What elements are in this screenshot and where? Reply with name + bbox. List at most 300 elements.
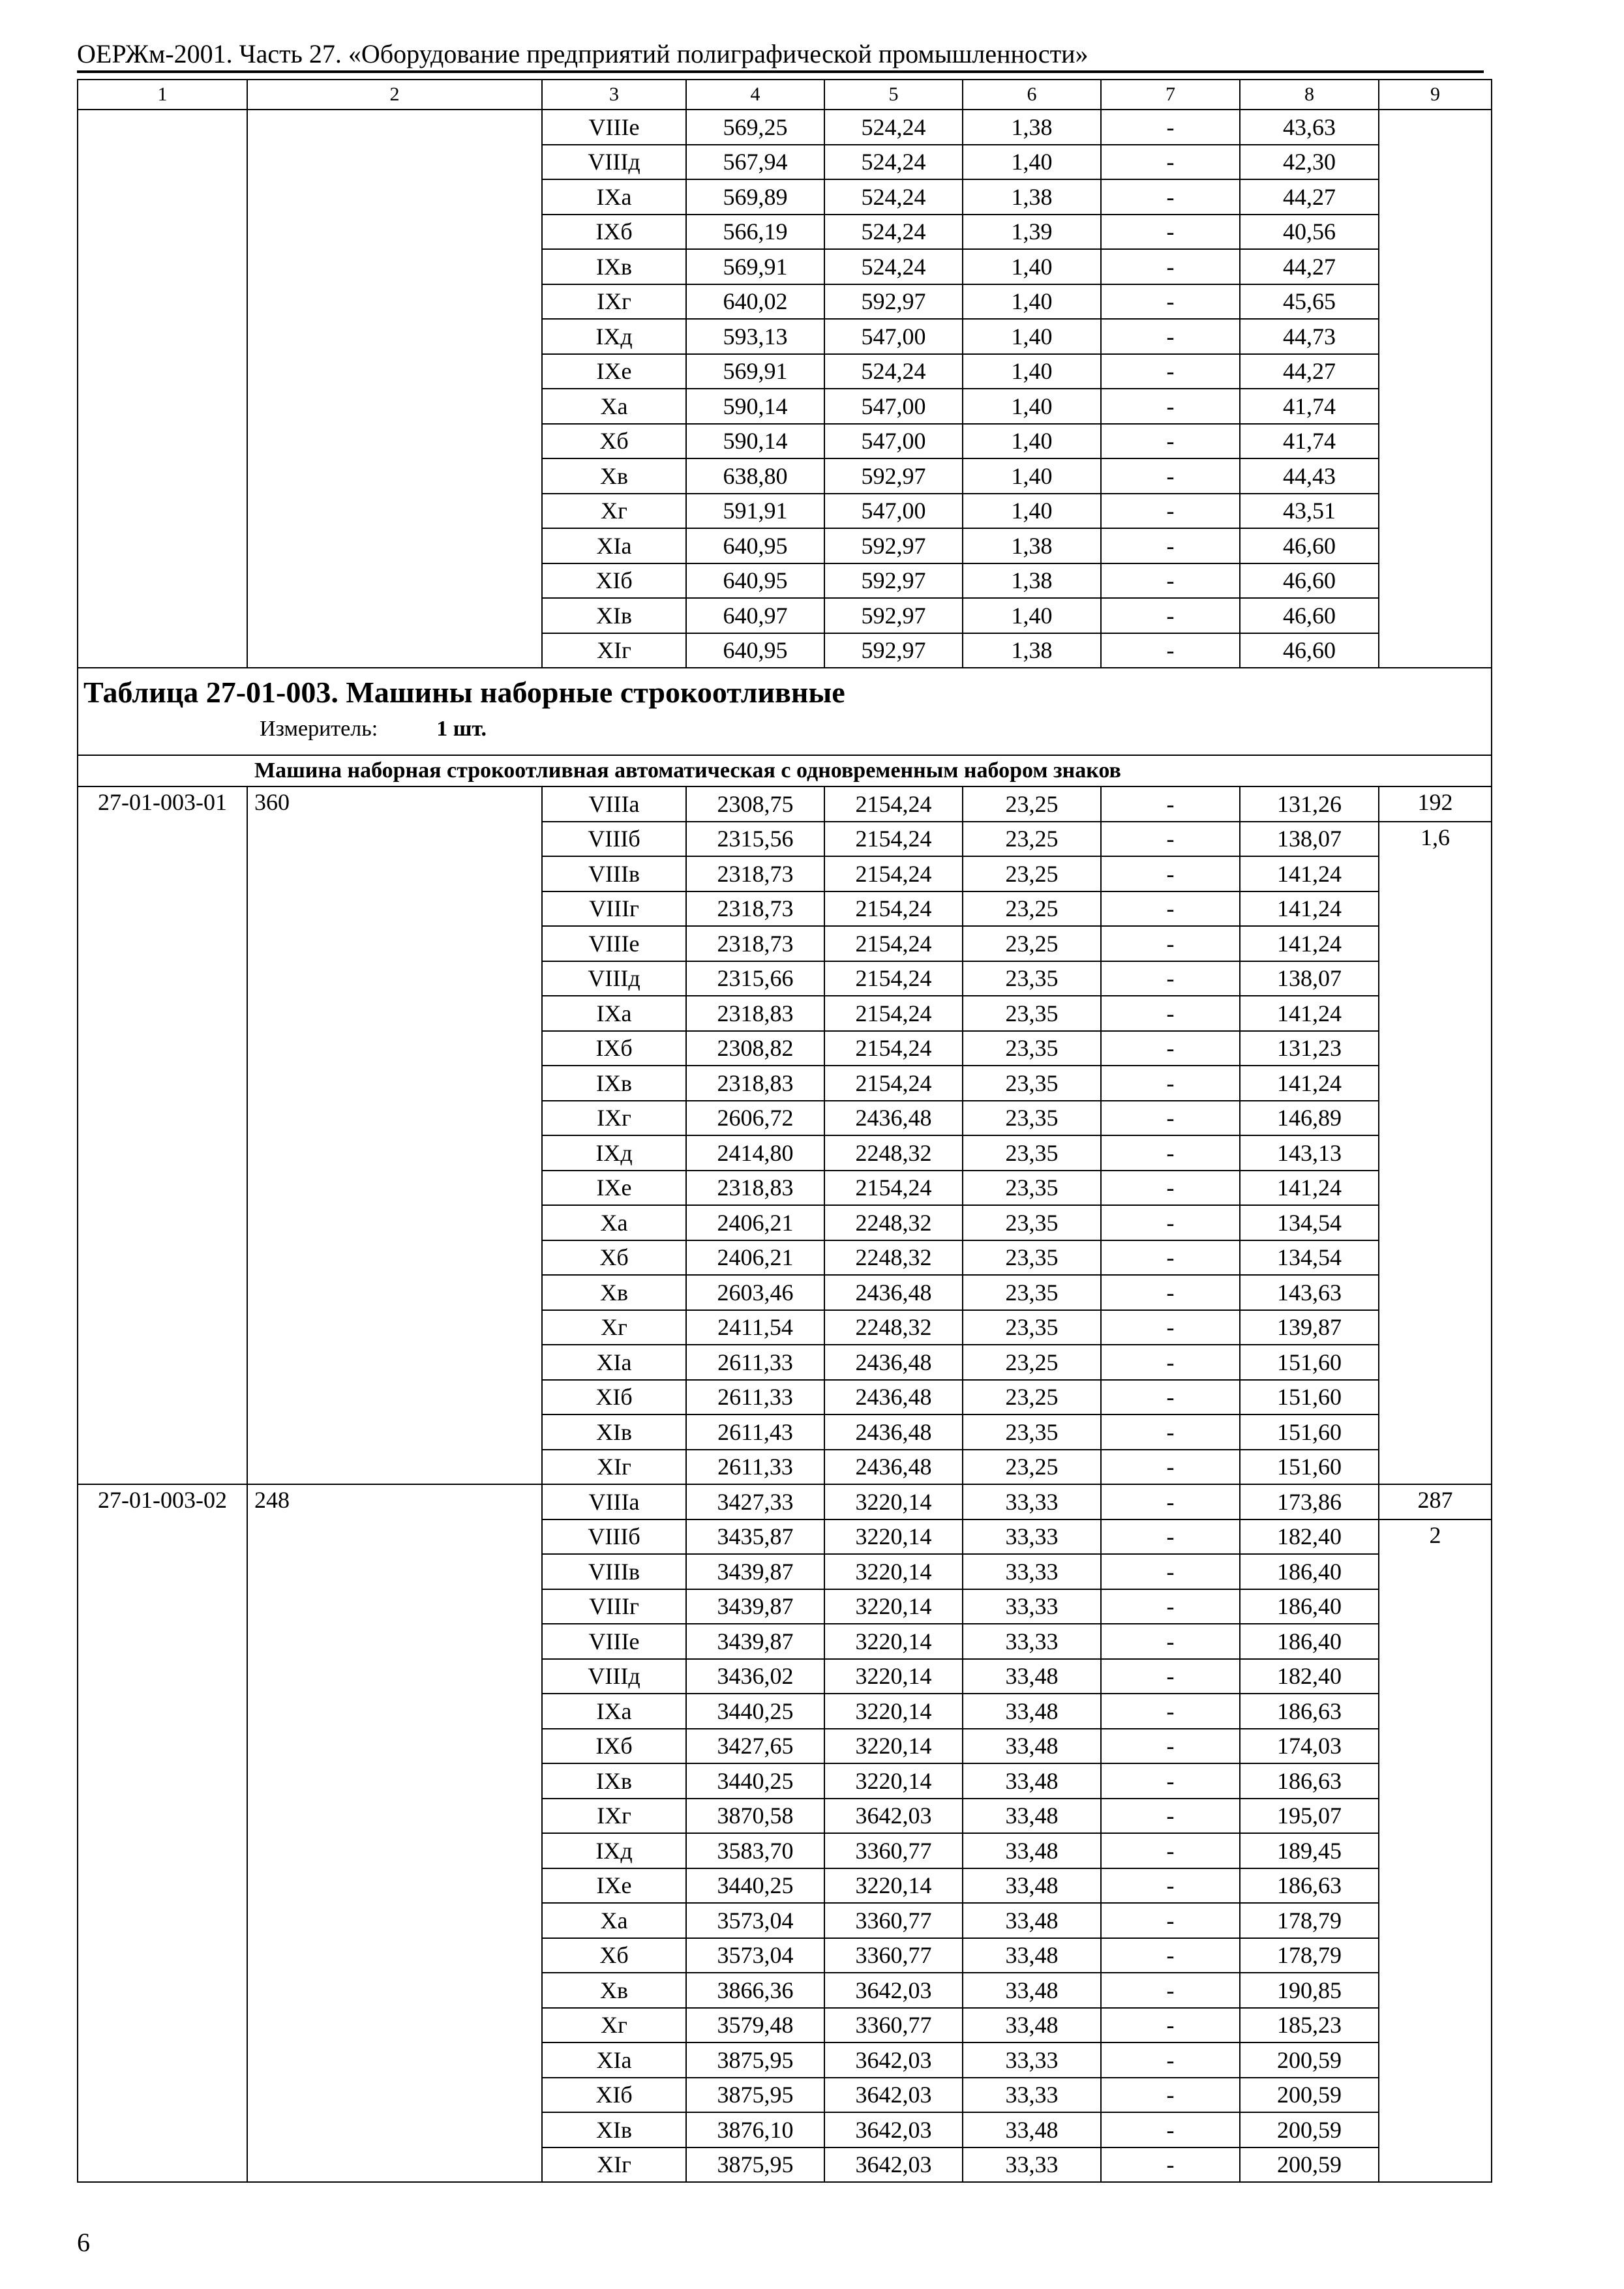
col-6-machine-cost-cell: 33,48 [963, 1729, 1101, 1764]
col-5-labor-cost-cell: 592,97 [824, 598, 963, 633]
col-9-bottom-cell: 2 [1379, 1519, 1492, 2183]
col-7-materials-cell: - [1101, 1554, 1240, 1589]
col-8-equipment-cell: 141,24 [1240, 926, 1379, 961]
col-5-labor-cost-cell: 2154,24 [824, 961, 963, 996]
col-5-labor-cost-cell: 592,97 [824, 284, 963, 320]
col-3-resource-cell: Xг [542, 2008, 686, 2043]
col-8-equipment-cell: 46,60 [1240, 633, 1379, 668]
col-8-equipment-cell: 141,24 [1240, 996, 1379, 1031]
col-6-machine-cost-cell: 23,25 [963, 1450, 1101, 1485]
col-8-equipment-cell: 190,85 [1240, 1973, 1379, 2008]
col-3-resource-cell: VIIIа [542, 1484, 686, 1519]
col-7-materials-cell: - [1101, 1868, 1240, 1904]
col-3-resource-cell: XIа [542, 528, 686, 563]
col-4-total-cell: 569,91 [686, 354, 824, 389]
col-5-labor-cost-cell: 3220,14 [824, 1868, 963, 1904]
col-6-machine-cost-cell: 1,40 [963, 494, 1101, 529]
col-6-machine-cost-cell: 33,48 [963, 2112, 1101, 2147]
col-6-machine-cost-cell: 1,40 [963, 249, 1101, 284]
col-6-machine-cost-cell: 33,48 [963, 1973, 1101, 2008]
col-3-resource-cell: VIIIг [542, 1589, 686, 1624]
col-3-resource-cell: IXе [542, 354, 686, 389]
col-5-labor-cost-cell: 3220,14 [824, 1589, 963, 1624]
col-5-labor-cost-cell: 3360,77 [824, 1938, 963, 1973]
col-7-materials-cell: - [1101, 1414, 1240, 1450]
col-4-total-cell: 2315,56 [686, 822, 824, 857]
col-5-labor-cost-cell: 2436,48 [824, 1101, 963, 1136]
table-subtitle: Машина наборная строкоотливная автоматическая с одновременным набором знаков [78, 755, 1492, 786]
col-4-total-cell: 3440,25 [686, 1694, 824, 1729]
column-number-cell: 9 [1379, 80, 1492, 110]
col-7-materials-cell: - [1101, 786, 1240, 822]
col-5-labor-cost-cell: 2248,32 [824, 1205, 963, 1240]
col-3-resource-cell: VIIIв [542, 1554, 686, 1589]
col-4-total-cell: 640,02 [686, 284, 824, 320]
col-4-total-cell: 2411,54 [686, 1310, 824, 1345]
page-header-title: ОЕРЖм-2001. Часть 27. «Оборудование предприятий полиграфической промышленности» [77, 39, 1089, 68]
col-3-resource-cell: IXг [542, 1799, 686, 1834]
col-7-materials-cell: - [1101, 110, 1240, 145]
col-9-top-cell: 287 [1379, 1484, 1492, 1519]
col-7-materials-cell: - [1101, 1763, 1240, 1799]
col-4-total-cell: 3866,36 [686, 1973, 824, 2008]
column-number-row [78, 80, 1492, 110]
col-3-resource-cell: Xа [542, 1205, 686, 1240]
col-8-equipment-cell: 186,63 [1240, 1694, 1379, 1729]
col-4-total-cell: 2308,82 [686, 1031, 824, 1066]
code-cell [78, 110, 247, 668]
col-8-equipment-cell: 141,24 [1240, 1171, 1379, 1206]
col-3-resource-cell: IXе [542, 1868, 686, 1904]
col-8-equipment-cell: 138,07 [1240, 822, 1379, 857]
col-8-equipment-cell: 174,03 [1240, 1729, 1379, 1764]
col-7-materials-cell: - [1101, 1101, 1240, 1136]
col-4-total-cell: 2611,33 [686, 1450, 824, 1485]
col-4-total-cell: 569,91 [686, 249, 824, 284]
col-6-machine-cost-cell: 1,40 [963, 458, 1101, 494]
col-5-labor-cost-cell: 2436,48 [824, 1345, 963, 1380]
col-6-machine-cost-cell: 23,25 [963, 856, 1101, 891]
col-5-labor-cost-cell: 2436,48 [824, 1414, 963, 1450]
col-3-resource-cell: XIв [542, 1414, 686, 1450]
column-number-cell: 4 [686, 80, 824, 110]
col-8-equipment-cell: 141,24 [1240, 856, 1379, 891]
col-5-labor-cost-cell: 2154,24 [824, 786, 963, 822]
col-4-total-cell: 3870,58 [686, 1799, 824, 1834]
col-6-machine-cost-cell: 1,40 [963, 354, 1101, 389]
col-7-materials-cell: - [1101, 1066, 1240, 1101]
col-5-labor-cost-cell: 524,24 [824, 145, 963, 180]
col-6-machine-cost-cell: 33,33 [963, 1624, 1101, 1659]
col-5-labor-cost-cell: 547,00 [824, 319, 963, 354]
col-4-total-cell: 566,19 [686, 215, 824, 250]
col-4-total-cell: 3573,04 [686, 1903, 824, 1938]
col-7-materials-cell: - [1101, 2078, 1240, 2113]
col-4-total-cell: 591,91 [686, 494, 824, 529]
col-4-total-cell: 640,95 [686, 563, 824, 599]
col-6-machine-cost-cell: 1,40 [963, 145, 1101, 180]
col-7-materials-cell: - [1101, 1519, 1240, 1555]
col-5-labor-cost-cell: 3220,14 [824, 1694, 963, 1729]
col-7-materials-cell: - [1101, 1589, 1240, 1624]
col-3-resource-cell: IXе [542, 1171, 686, 1206]
col-3-resource-cell: IXа [542, 1694, 686, 1729]
col-5-labor-cost-cell: 2154,24 [824, 1031, 963, 1066]
rate-code-cell: 27-01-003-01 [78, 786, 247, 1484]
col-4-total-cell: 2611,43 [686, 1414, 824, 1450]
col-8-equipment-cell: 134,54 [1240, 1205, 1379, 1240]
col-6-machine-cost-cell: 33,48 [963, 1659, 1101, 1694]
col-8-equipment-cell: 131,23 [1240, 1031, 1379, 1066]
col-7-materials-cell: - [1101, 1903, 1240, 1938]
col-7-materials-cell: - [1101, 1345, 1240, 1380]
col-7-materials-cell: - [1101, 494, 1240, 529]
col-4-total-cell: 593,13 [686, 319, 824, 354]
col-7-materials-cell: - [1101, 249, 1240, 284]
col-5-labor-cost-cell: 2436,48 [824, 1380, 963, 1415]
col-4-total-cell: 3875,95 [686, 2078, 824, 2113]
col-7-materials-cell: - [1101, 389, 1240, 424]
col-7-materials-cell: - [1101, 961, 1240, 996]
col-3-resource-cell: IXг [542, 284, 686, 320]
table-subtitle-row [78, 755, 1492, 786]
col-3-resource-cell: IXв [542, 249, 686, 284]
col-5-labor-cost-cell: 3360,77 [824, 1833, 963, 1868]
col-7-materials-cell: - [1101, 1938, 1240, 1973]
col-4-total-cell: 3439,87 [686, 1554, 824, 1589]
col-8-equipment-cell: 151,60 [1240, 1380, 1379, 1415]
col-7-materials-cell: - [1101, 1694, 1240, 1729]
name-cell [247, 110, 542, 668]
col-8-equipment-cell: 43,63 [1240, 110, 1379, 145]
col-3-resource-cell: IXв [542, 1066, 686, 1101]
col-7-materials-cell: - [1101, 1624, 1240, 1659]
col-4-total-cell: 3427,33 [686, 1484, 824, 1519]
col-8-equipment-cell: 46,60 [1240, 598, 1379, 633]
col-6-machine-cost-cell: 33,33 [963, 2078, 1101, 2113]
col-3-resource-cell: XIб [542, 563, 686, 599]
col-8-equipment-cell: 46,60 [1240, 563, 1379, 599]
col-6-machine-cost-cell: 33,48 [963, 2008, 1101, 2043]
col-4-total-cell: 569,25 [686, 110, 824, 145]
col-3-resource-cell: Xа [542, 1903, 686, 1938]
col-8-equipment-cell: 44,27 [1240, 249, 1379, 284]
col-6-machine-cost-cell: 23,35 [963, 1066, 1101, 1101]
col-6-machine-cost-cell: 33,33 [963, 2042, 1101, 2078]
col-8-equipment-cell: 139,87 [1240, 1310, 1379, 1345]
unit-label: Измеритель: [260, 717, 378, 741]
col-6-machine-cost-cell: 33,33 [963, 1484, 1101, 1519]
col-7-materials-cell: - [1101, 633, 1240, 668]
col-4-total-cell: 3440,25 [686, 1763, 824, 1799]
col-5-labor-cost-cell: 3220,14 [824, 1624, 963, 1659]
col-8-equipment-cell: 141,24 [1240, 1066, 1379, 1101]
col-5-labor-cost-cell: 3360,77 [824, 1903, 963, 1938]
col-8-equipment-cell: 200,59 [1240, 2078, 1379, 2113]
col-8-equipment-cell: 186,40 [1240, 1589, 1379, 1624]
col-5-labor-cost-cell: 592,97 [824, 528, 963, 563]
col-8-equipment-cell: 143,63 [1240, 1275, 1379, 1310]
col-5-labor-cost-cell: 592,97 [824, 563, 963, 599]
col-7-materials-cell: - [1101, 1171, 1240, 1206]
col-6-machine-cost-cell: 23,35 [963, 1101, 1101, 1136]
col-6-machine-cost-cell: 1,38 [963, 563, 1101, 599]
col-4-total-cell: 2318,73 [686, 891, 824, 927]
col-7-materials-cell: - [1101, 598, 1240, 633]
col-7-materials-cell: - [1101, 1484, 1240, 1519]
col-8-equipment-cell: 41,74 [1240, 424, 1379, 459]
col-7-materials-cell: - [1101, 1310, 1240, 1345]
col-4-total-cell: 640,95 [686, 633, 824, 668]
col-7-materials-cell: - [1101, 2008, 1240, 2043]
rates-table [77, 79, 1492, 2183]
col-7-materials-cell: - [1101, 1659, 1240, 1694]
col-6-machine-cost-cell: 1,40 [963, 598, 1101, 633]
col-7-materials-cell: - [1101, 891, 1240, 927]
col-4-total-cell: 590,14 [686, 389, 824, 424]
page-number: 6 [77, 2228, 90, 2257]
col-3-resource-cell: Xг [542, 494, 686, 529]
col-9-top-cell: 192 [1379, 786, 1492, 822]
col-5-labor-cost-cell: 3220,14 [824, 1519, 963, 1555]
col-8-equipment-cell: 141,24 [1240, 891, 1379, 927]
col-6-machine-cost-cell: 23,25 [963, 786, 1101, 822]
col-5-labor-cost-cell: 3360,77 [824, 2008, 963, 2043]
col-4-total-cell: 3439,87 [686, 1624, 824, 1659]
col-8-equipment-cell: 42,30 [1240, 145, 1379, 180]
col-3-resource-cell: Xв [542, 458, 686, 494]
col-7-materials-cell: - [1101, 1729, 1240, 1764]
col-4-total-cell: 2603,46 [686, 1275, 824, 1310]
column-number-cell: 3 [542, 80, 686, 110]
col-4-total-cell: 569,89 [686, 179, 824, 215]
col-8-equipment-cell: 143,13 [1240, 1135, 1379, 1171]
col-4-total-cell: 3875,95 [686, 2042, 824, 2078]
col-4-total-cell: 2318,83 [686, 1171, 824, 1206]
col-4-total-cell: 3875,95 [686, 2147, 824, 2183]
col-3-resource-cell: VIIIе [542, 110, 686, 145]
col-7-materials-cell: - [1101, 2112, 1240, 2147]
col-3-resource-cell: IXд [542, 319, 686, 354]
col-8-equipment-cell: 40,56 [1240, 215, 1379, 250]
col-6-machine-cost-cell: 23,25 [963, 1345, 1101, 1380]
rate-code-cell: 27-01-003-02 [78, 1484, 247, 2182]
col-5-labor-cost-cell: 547,00 [824, 389, 963, 424]
col-5-labor-cost-cell: 3220,14 [824, 1484, 963, 1519]
col-6-machine-cost-cell: 23,35 [963, 1171, 1101, 1206]
col-3-resource-cell: Xб [542, 1240, 686, 1276]
col-7-materials-cell: - [1101, 996, 1240, 1031]
col-3-resource-cell: XIв [542, 2112, 686, 2147]
col-5-labor-cost-cell: 2248,32 [824, 1310, 963, 1345]
col-8-equipment-cell: 200,59 [1240, 2112, 1379, 2147]
col-8-equipment-cell: 178,79 [1240, 1903, 1379, 1938]
col-8-equipment-cell: 45,65 [1240, 284, 1379, 320]
col-6-machine-cost-cell: 33,48 [963, 1763, 1101, 1799]
col-3-resource-cell: IXа [542, 179, 686, 215]
col-7-materials-cell: - [1101, 2042, 1240, 2078]
col-6-machine-cost-cell: 33,33 [963, 1554, 1101, 1589]
col-6-machine-cost-cell: 23,25 [963, 822, 1101, 857]
col-4-total-cell: 3579,48 [686, 2008, 824, 2043]
col-3-resource-cell: VIIIе [542, 1624, 686, 1659]
col-6-machine-cost-cell: 33,48 [963, 1799, 1101, 1834]
col-5-labor-cost-cell: 3220,14 [824, 1659, 963, 1694]
table-title-row [78, 668, 1492, 755]
col-5-labor-cost-cell: 547,00 [824, 424, 963, 459]
col-6-machine-cost-cell: 23,35 [963, 1275, 1101, 1310]
col-3-resource-cell: VIIIа [542, 786, 686, 822]
col-6-machine-cost-cell: 23,35 [963, 1240, 1101, 1276]
col-8-equipment-cell: 146,89 [1240, 1101, 1379, 1136]
col-7-materials-cell: - [1101, 528, 1240, 563]
col-8-equipment-cell: 200,59 [1240, 2147, 1379, 2183]
col-4-total-cell: 3583,70 [686, 1833, 824, 1868]
col-4-total-cell: 2318,83 [686, 1066, 824, 1101]
col-5-labor-cost-cell: 3220,14 [824, 1763, 963, 1799]
col-8-equipment-cell: 185,23 [1240, 2008, 1379, 2043]
col-4-total-cell: 2318,73 [686, 856, 824, 891]
col-6-machine-cost-cell: 1,38 [963, 110, 1101, 145]
col-7-materials-cell: - [1101, 1380, 1240, 1415]
col-4-total-cell: 2406,21 [686, 1240, 824, 1276]
col-3-resource-cell: Xа [542, 389, 686, 424]
col-3-resource-cell: XIг [542, 2147, 686, 2183]
col-3-resource-cell: XIб [542, 2078, 686, 2113]
col-3-resource-cell: XIа [542, 2042, 686, 2078]
col-8-equipment-cell: 195,07 [1240, 1799, 1379, 1834]
col-5-labor-cost-cell: 2248,32 [824, 1135, 963, 1171]
col-6-machine-cost-cell: 33,33 [963, 1589, 1101, 1624]
col-3-resource-cell: XIг [542, 1450, 686, 1485]
col-4-total-cell: 2318,73 [686, 926, 824, 961]
col-4-total-cell: 640,97 [686, 598, 824, 633]
col-6-machine-cost-cell: 1,39 [963, 215, 1101, 250]
col-5-labor-cost-cell: 2154,24 [824, 1066, 963, 1101]
col-7-materials-cell: - [1101, 1135, 1240, 1171]
header-rule [77, 70, 1484, 73]
col-7-materials-cell: - [1101, 563, 1240, 599]
col-6-machine-cost-cell: 33,48 [963, 1903, 1101, 1938]
col-7-materials-cell: - [1101, 856, 1240, 891]
col-8-equipment-cell: 46,60 [1240, 528, 1379, 563]
col-6-machine-cost-cell: 33,48 [963, 1694, 1101, 1729]
col-2-cell: 248 [247, 1484, 542, 2182]
col-4-total-cell: 2406,21 [686, 1205, 824, 1240]
col-4-total-cell: 2318,83 [686, 996, 824, 1031]
col-6-machine-cost-cell: 23,35 [963, 1205, 1101, 1240]
col-3-resource-cell: Xб [542, 1938, 686, 1973]
col-5-labor-cost-cell: 524,24 [824, 354, 963, 389]
col-4-total-cell: 3435,87 [686, 1519, 824, 1555]
col-3-resource-cell: IXб [542, 215, 686, 250]
col-4-total-cell: 3439,87 [686, 1589, 824, 1624]
col-5-labor-cost-cell: 3642,03 [824, 2078, 963, 2113]
col-9-bottom-cell: 1,6 [1379, 822, 1492, 1485]
column-number-cell: 1 [78, 80, 247, 110]
col-7-materials-cell: - [1101, 1973, 1240, 2008]
col-5-labor-cost-cell: 2154,24 [824, 856, 963, 891]
col-4-total-cell: 3427,65 [686, 1729, 824, 1764]
col-6-machine-cost-cell: 1,40 [963, 284, 1101, 320]
col-8-equipment-cell: 44,73 [1240, 319, 1379, 354]
col-5-labor-cost-cell: 524,24 [824, 110, 963, 145]
col-3-resource-cell: VIIIд [542, 145, 686, 180]
col-8-equipment-cell: 173,86 [1240, 1484, 1379, 1519]
col-8-equipment-cell: 138,07 [1240, 961, 1379, 996]
col-8-equipment-cell: 186,40 [1240, 1554, 1379, 1589]
col-8-equipment-cell: 186,40 [1240, 1624, 1379, 1659]
col-7-materials-cell: - [1101, 424, 1240, 459]
col-5-labor-cost-cell: 2436,48 [824, 1275, 963, 1310]
col-6-machine-cost-cell: 1,38 [963, 179, 1101, 215]
col-6-machine-cost-cell: 1,38 [963, 633, 1101, 668]
col-3-resource-cell: XIв [542, 598, 686, 633]
col-6-machine-cost-cell: 23,25 [963, 891, 1101, 927]
col-5-labor-cost-cell: 2154,24 [824, 996, 963, 1031]
column-number-cell: 7 [1101, 80, 1240, 110]
col-4-total-cell: 3573,04 [686, 1938, 824, 1973]
col-8-equipment-cell: 151,60 [1240, 1450, 1379, 1485]
col-9-cell [1379, 110, 1492, 668]
col-4-total-cell: 3436,02 [686, 1659, 824, 1694]
col-3-resource-cell: IXг [542, 1101, 686, 1136]
table-row [78, 1484, 1492, 1519]
col-5-labor-cost-cell: 3220,14 [824, 1729, 963, 1764]
col-6-machine-cost-cell: 1,38 [963, 528, 1101, 563]
col-3-resource-cell: VIIIг [542, 891, 686, 927]
col-4-total-cell: 2611,33 [686, 1380, 824, 1415]
col-6-machine-cost-cell: 23,35 [963, 996, 1101, 1031]
col-6-machine-cost-cell: 23,35 [963, 1135, 1101, 1171]
col-7-materials-cell: - [1101, 145, 1240, 180]
col-4-total-cell: 2308,75 [686, 786, 824, 822]
col-5-labor-cost-cell: 2154,24 [824, 822, 963, 857]
col-4-total-cell: 567,94 [686, 145, 824, 180]
col-4-total-cell: 2414,80 [686, 1135, 824, 1171]
col-6-machine-cost-cell: 33,33 [963, 2147, 1101, 2183]
col-3-resource-cell: VIIIе [542, 926, 686, 961]
col-7-materials-cell: - [1101, 1799, 1240, 1834]
column-number-cell: 5 [824, 80, 963, 110]
col-7-materials-cell: - [1101, 1240, 1240, 1276]
col-6-machine-cost-cell: 1,40 [963, 319, 1101, 354]
col-4-total-cell: 3876,10 [686, 2112, 824, 2147]
col-8-equipment-cell: 134,54 [1240, 1240, 1379, 1276]
column-number-cell: 8 [1240, 80, 1379, 110]
col-7-materials-cell: - [1101, 2147, 1240, 2183]
col-3-resource-cell: VIIIд [542, 961, 686, 996]
col-5-labor-cost-cell: 592,97 [824, 633, 963, 668]
col-5-labor-cost-cell: 592,97 [824, 458, 963, 494]
col-3-resource-cell: IXб [542, 1031, 686, 1066]
col-5-labor-cost-cell: 524,24 [824, 215, 963, 250]
col-4-total-cell: 2315,66 [686, 961, 824, 996]
col-3-resource-cell: VIIIб [542, 1519, 686, 1555]
col-8-equipment-cell: 189,45 [1240, 1833, 1379, 1868]
col-5-labor-cost-cell: 524,24 [824, 249, 963, 284]
col-8-equipment-cell: 182,40 [1240, 1519, 1379, 1555]
col-5-labor-cost-cell: 524,24 [824, 179, 963, 215]
col-3-resource-cell: IXа [542, 996, 686, 1031]
col-6-machine-cost-cell: 23,35 [963, 1310, 1101, 1345]
col-8-equipment-cell: 131,26 [1240, 786, 1379, 822]
col-7-materials-cell: - [1101, 458, 1240, 494]
col-3-resource-cell: XIб [542, 1380, 686, 1415]
col-6-machine-cost-cell: 23,25 [963, 1380, 1101, 1415]
col-8-equipment-cell: 41,74 [1240, 389, 1379, 424]
col-3-resource-cell: VIIIд [542, 1659, 686, 1694]
